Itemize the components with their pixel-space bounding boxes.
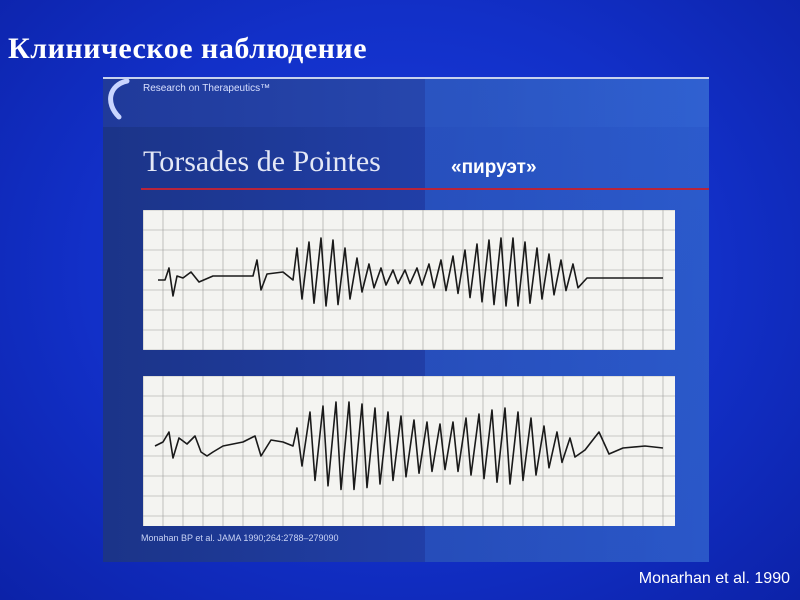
ecg-strip-2 [143,376,675,526]
ecg-strip-2-svg [143,376,675,526]
figure-citation: Monahan BP et al. JAMA 1990;264:2788–279090 [141,533,339,543]
figure-top-line [103,77,709,79]
figure-title: Torsades de Pointes [143,145,381,178]
ecg-trace [158,238,663,306]
ecg-strip-1-svg [143,210,675,350]
pirouette-annotation: «пируэт» [451,157,537,178]
source-credit: Monarhan et al. 1990 [638,570,790,587]
ecg-strip-1 [143,210,675,350]
logo-swoosh-icon [103,77,137,127]
slide-title: Клиническое наблюдение [8,32,368,65]
figure-panel [103,77,709,562]
title-underline [141,188,709,190]
research-label: Research on Therapeutics™ [143,83,271,94]
